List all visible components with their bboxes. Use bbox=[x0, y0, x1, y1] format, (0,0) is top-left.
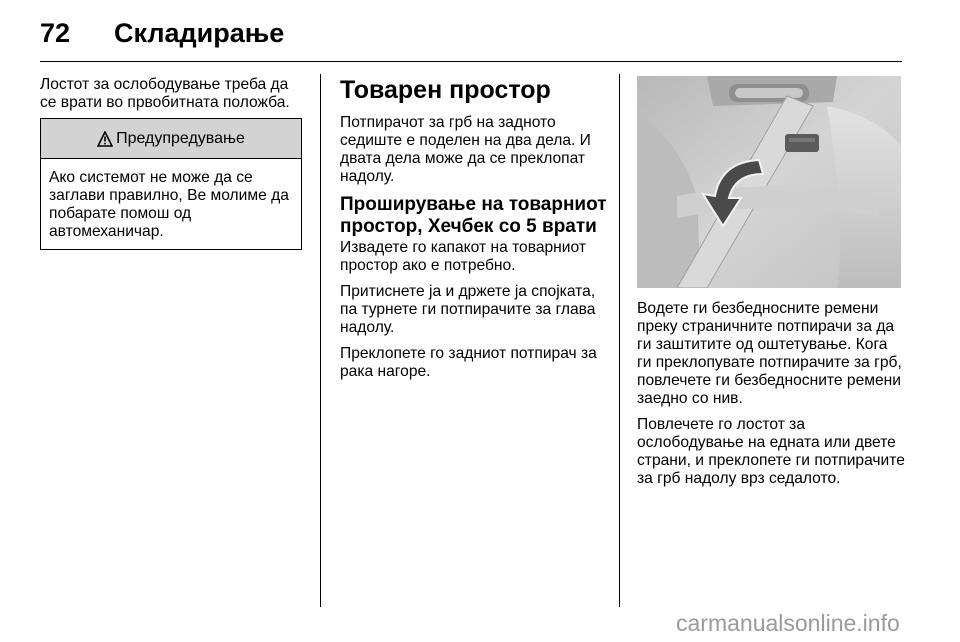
warning-box bbox=[40, 118, 302, 250]
section-title: Товарен простор bbox=[340, 76, 551, 104]
paragraph: Водете ги безбедносните ремени преку страничните потпирачи за да ги заштитите од оштетување. Кога ги преклопувате потпирачите за грб, повлечете ги безбедносните ремени заедно со нив. bbox=[637, 300, 902, 407]
column-3-text bbox=[637, 300, 905, 496]
column-1 bbox=[40, 76, 308, 120]
watermark: carmanualsonline.info bbox=[676, 610, 900, 636]
intro-text: Лостот за ослободување треба да се врати во првобитната положба. bbox=[40, 76, 290, 111]
paragraph: Преклопете го задниот потпирач за рака нагоре. bbox=[340, 345, 597, 380]
column-2 bbox=[340, 76, 608, 389]
page-number: 72 bbox=[40, 18, 71, 48]
subsection-title: Проширување на товарниот простор, Хечбек со 5 врати bbox=[340, 194, 607, 237]
warning-icon bbox=[97, 131, 113, 147]
paragraph: Повлечете го лостот за ослободување на едната или двете страни, и преклопете ги потпирачите за грб надолу врз седалото. bbox=[637, 416, 905, 487]
paragraph: Притиснете ја и држете ја спојката, па турнете ги потпирачите за глава надолу. bbox=[340, 283, 596, 336]
paragraph: Извадете го капакот на товарниот простор ако е потребно. bbox=[340, 239, 586, 274]
warning-header bbox=[41, 119, 301, 159]
chapter-title: Складирање bbox=[114, 18, 285, 48]
header-rule bbox=[40, 61, 902, 62]
column-divider-1 bbox=[320, 74, 321, 607]
column-divider-2 bbox=[619, 74, 620, 607]
seat-release-arrow-illustration bbox=[637, 76, 901, 288]
warning-title: Предупредување bbox=[116, 129, 245, 147]
page-header bbox=[40, 18, 902, 58]
seat-release-figure bbox=[637, 76, 901, 288]
section-intro: Потпирачот за грб на задното седиште е поделен на два дела. И двата дела може да се преклопат надолу. bbox=[340, 114, 591, 185]
warning-body: Ако системот не може да се заглави правилно, Ве молиме да побарате помош од автомеханичар. bbox=[49, 169, 289, 240]
